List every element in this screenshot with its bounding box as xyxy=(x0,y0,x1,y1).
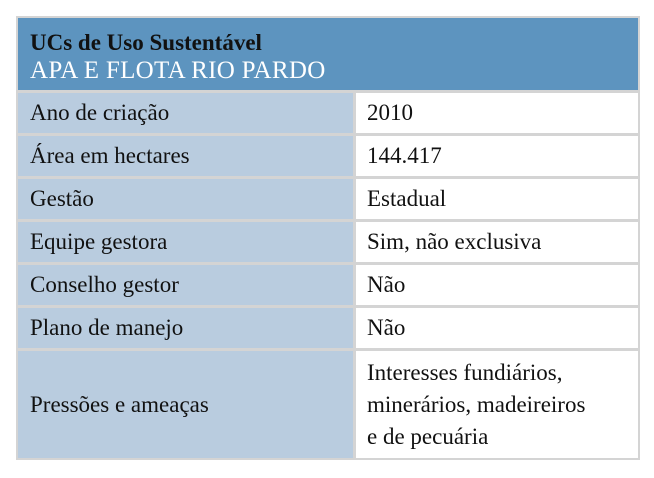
row-value: Não xyxy=(356,265,638,305)
row-value-line: Interesses fundiários, xyxy=(367,359,563,385)
row-value: 2010 xyxy=(356,93,638,133)
row-value: Estadual xyxy=(356,179,638,219)
table-row xyxy=(18,136,638,176)
table-row xyxy=(18,265,638,305)
row-label: Conselho gestor xyxy=(18,265,353,305)
row-label: Pressões e ameaças xyxy=(18,351,353,458)
row-label: Área em hectares xyxy=(18,136,353,176)
row-value-line: e de pecuária xyxy=(367,423,489,449)
table-row xyxy=(18,222,638,262)
row-label: Plano de manejo xyxy=(18,308,353,348)
table-subtitle: APA E FLOTA RIO PARDO xyxy=(30,57,326,84)
info-table xyxy=(16,16,640,460)
table-row xyxy=(18,308,638,348)
row-value xyxy=(356,351,638,458)
row-label: Equipe gestora xyxy=(18,222,353,262)
row-label: Gestão xyxy=(18,179,353,219)
table-body xyxy=(18,93,638,458)
row-value: Não xyxy=(356,308,638,348)
row-value: 144.417 xyxy=(356,136,638,176)
table-row xyxy=(18,93,638,133)
table-header xyxy=(18,18,638,90)
table-row xyxy=(18,179,638,219)
row-value-line: minerários, madeireiros xyxy=(367,391,586,417)
table-title: UCs de Uso Sustentável xyxy=(30,30,262,55)
row-value: Sim, não exclusiva xyxy=(356,222,638,262)
row-label: Ano de criação xyxy=(18,93,353,133)
table-row xyxy=(18,351,638,458)
